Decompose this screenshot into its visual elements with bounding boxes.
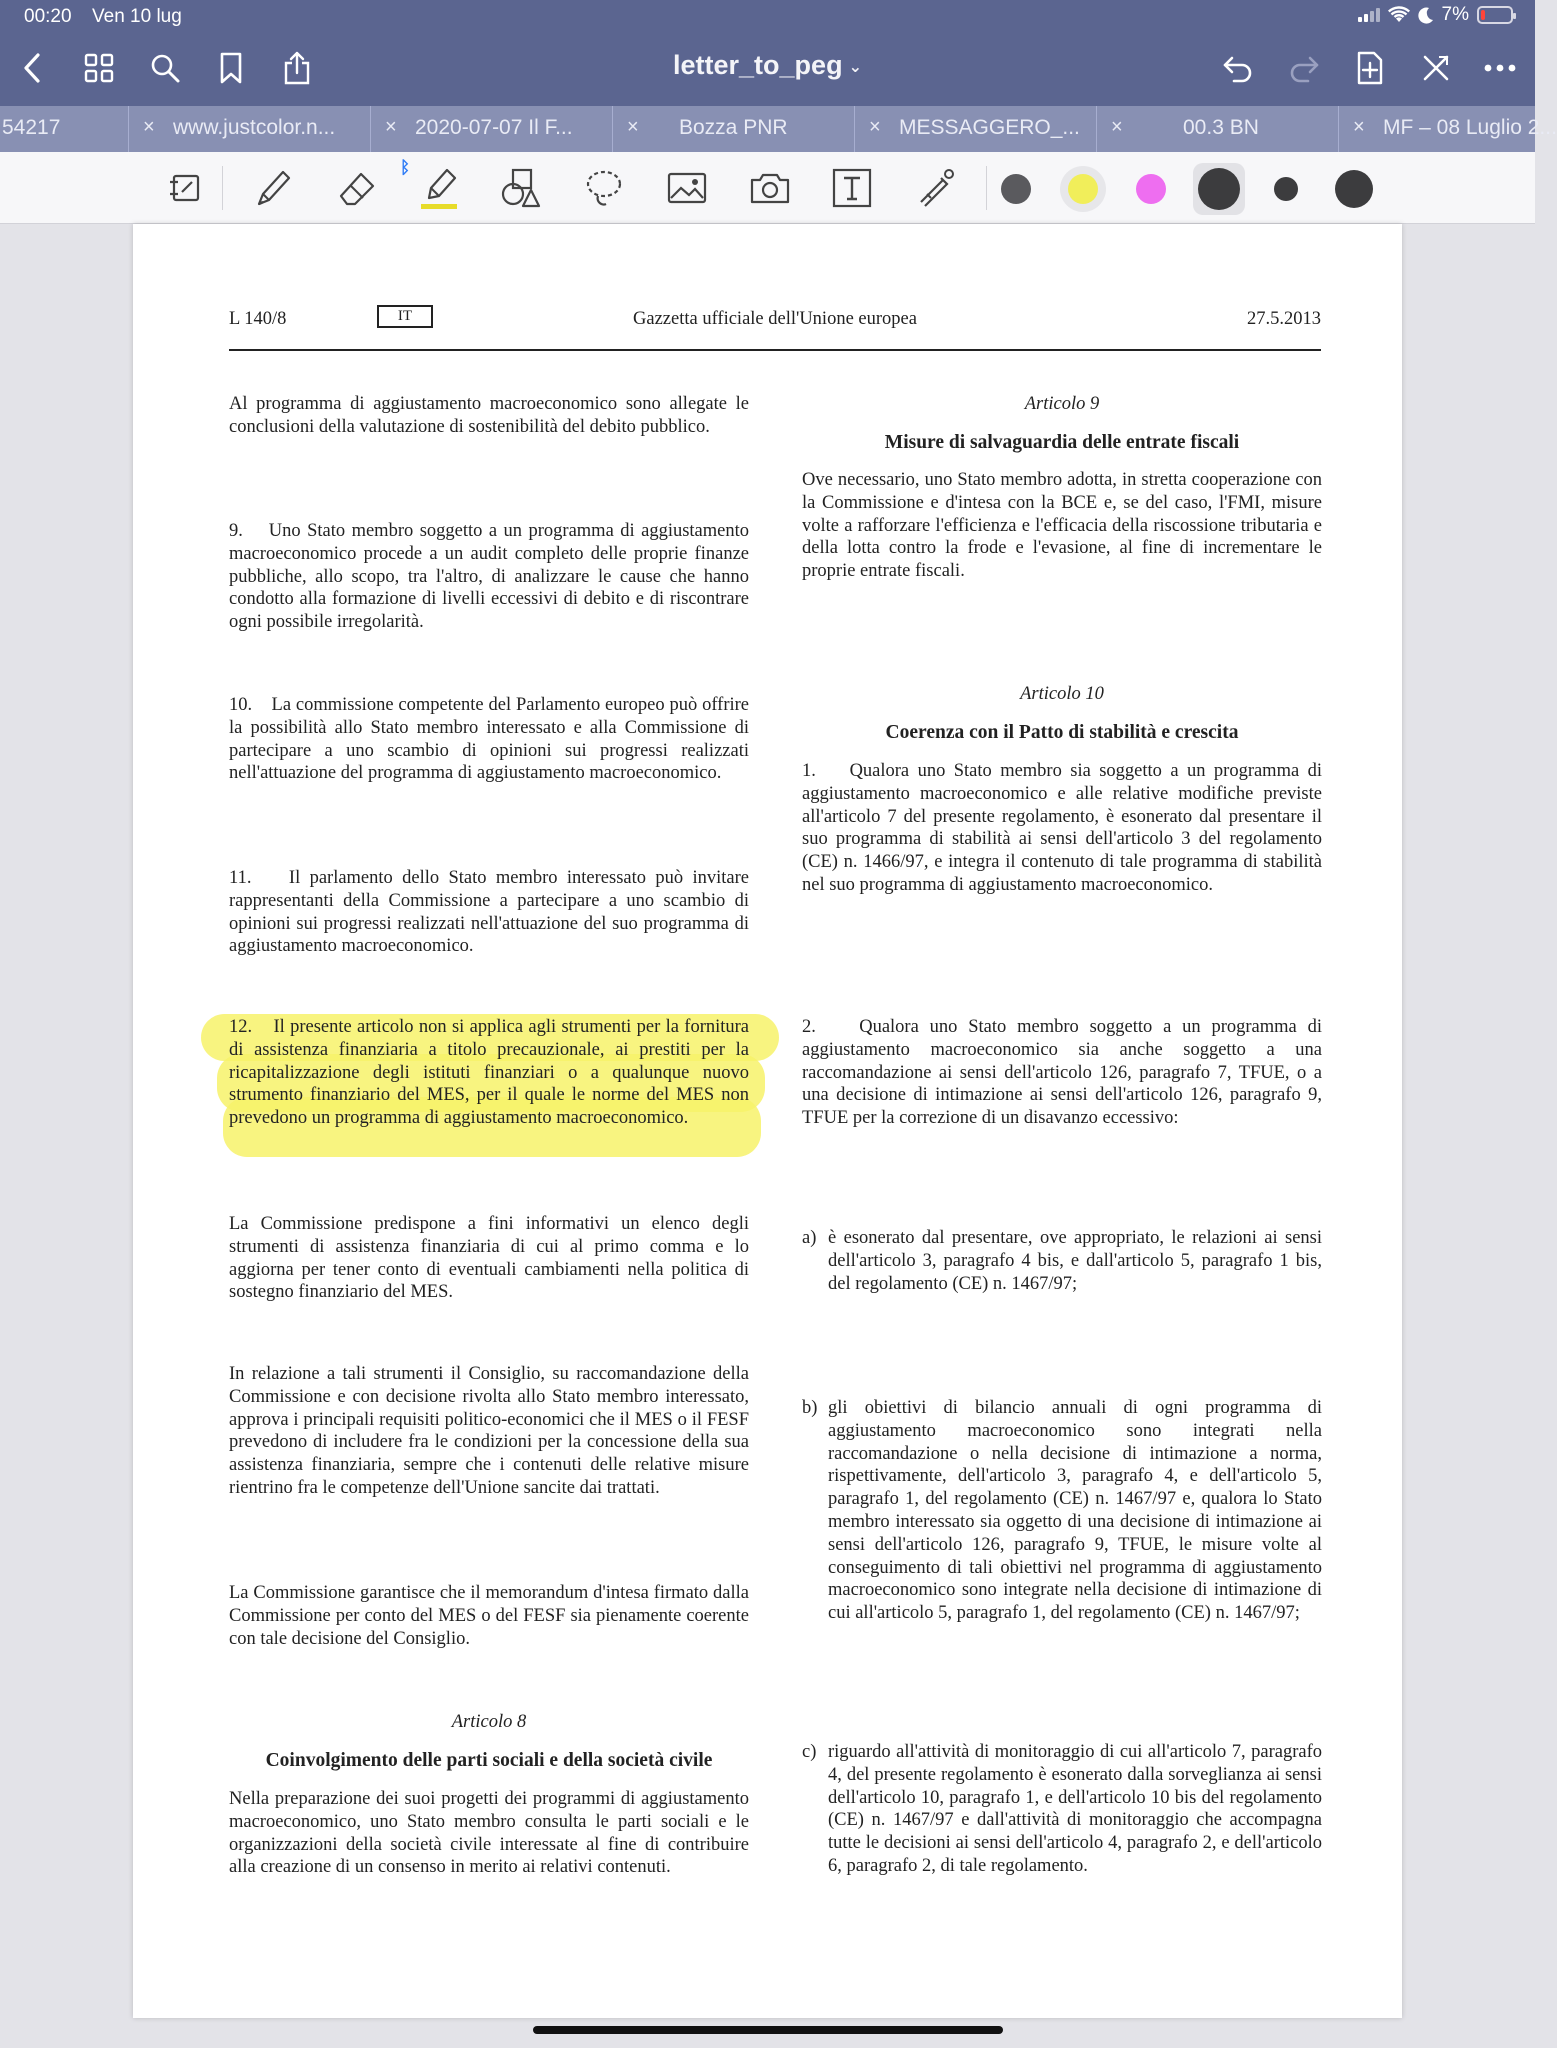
battery-percent: 7% bbox=[1441, 4, 1469, 25]
shapes-tool[interactable] bbox=[497, 164, 545, 212]
camera-icon bbox=[748, 168, 792, 208]
home-indicator[interactable] bbox=[533, 2026, 1003, 2034]
article-9-title: Misure di salvaguardia delle entrate fiscali bbox=[884, 432, 1240, 453]
add-page-button[interactable] bbox=[1348, 46, 1392, 90]
text-tool[interactable] bbox=[828, 164, 876, 212]
close-icon[interactable]: × bbox=[143, 116, 155, 138]
close-edit-icon bbox=[1421, 53, 1451, 83]
journal-name: Gazzetta ufficiale dell'Unione europea bbox=[633, 309, 917, 329]
paragraph-10: 10. La commissione competente del Parlamento europeo può offrire la possibilità allo Stato membro interessato e alla Commissione di partecipare a uno scambio di opinioni sui progressi realizzati nell'attuazione del programma di aggiustamento macroeconomico. bbox=[229, 695, 749, 784]
close-icon[interactable]: × bbox=[869, 116, 881, 138]
article-10-title: Coerenza con il Patto di stabilità e crescita bbox=[885, 722, 1239, 743]
status-date: Ven 10 lug bbox=[92, 6, 182, 27]
color-swatch-yellow-selected[interactable] bbox=[1060, 166, 1106, 212]
paragraph-14: In relazione a tali strumenti il Consiglio, su raccomandazione della Commissione e con decisione rivolta allo Stato membro interessato, approva i principali requisiti politico-economici che il MES o il FESF prevedono di includere fra le condizioni per la concessione della sua assistenza finanziaria, sempre che i contenuti delle relative misure rientrino fra le competenze dell'Unione sancite dai trattati. bbox=[229, 1364, 749, 1498]
lasso-tool[interactable] bbox=[580, 164, 628, 212]
journal-date: 27.5.2013 bbox=[1247, 309, 1321, 329]
tab-item[interactable]: × MESSAGGERO_... bbox=[855, 106, 1097, 152]
stroke-size-large bbox=[1198, 168, 1240, 210]
article-9-text: Ove necessario, uno Stato membro adotta, in stretta cooperazione con la Commissione e d'intesa con la BCE e, se del caso, l'FMI, misure volte a rafforzare l'efficienza e l'efficacia della riscossione tributaria e della lotta contro la frode e l'evasione, al fine di incrementare le proprie entrate fiscali. bbox=[802, 470, 1322, 582]
paragraph-13: La Commissione predispone a fini informativi un elenco degli strumenti di assistenza finanziaria di cui al primo comma e lo aggiorna per tener conto di eventuali cambiamenti nella politica di sostegno finanziario del MES. bbox=[229, 1214, 749, 1303]
pen-tool[interactable] bbox=[249, 164, 297, 212]
article-8-number: Articolo 8 bbox=[451, 1712, 527, 1732]
camera-tool[interactable] bbox=[746, 164, 794, 212]
paragraph-12-highlighted: 12. Il presente articolo non si applica agli strumenti per la fornitura di assistenza finanziaria a titolo precauzionale, ai prestiti per la ricapitalizzazione degli istituti finanziari o a qualunque nuovo strumento finanziario del MES, per il quale le norme del MES non prevedono un programma di aggiustamento macroeconomico. bbox=[229, 1017, 750, 1129]
color-swatch-pink[interactable] bbox=[1136, 174, 1166, 204]
tab-item[interactable]: × 00.3 BN bbox=[1097, 106, 1339, 152]
article-8-text: Nella preparazione dei suoi progetti dei programmi di aggiustamento macroeconomico, uno Stato membro consulta le parti sociali e le organizzazioni della società civile interessate al fine di contribuire alla creazione di un consenso in merito ai relativi contenuti. bbox=[229, 1789, 749, 1878]
read-mode-icon bbox=[168, 172, 204, 204]
paragraph-15: La Commissione garantisce che il memorandum d'intesa firmato dalla Commissione per conto del MES o del FESF sia pienamente coerente con tale decisione del Consiglio. bbox=[229, 1583, 749, 1649]
stroke-size-large-selected[interactable] bbox=[1193, 163, 1245, 215]
close-icon[interactable]: × bbox=[385, 116, 397, 138]
annotation-toolbar bbox=[0, 152, 1535, 224]
add-page-icon bbox=[1356, 51, 1384, 85]
document-page[interactable] bbox=[133, 224, 1402, 2018]
eraser-tool[interactable] bbox=[333, 164, 381, 212]
tab-item[interactable]: × www.justcolor.n... bbox=[129, 106, 371, 152]
bluetooth-icon: ᛒ bbox=[400, 158, 411, 177]
close-icon[interactable]: × bbox=[1111, 116, 1123, 138]
document-title[interactable]: letter_to_peg ⌄ bbox=[673, 50, 862, 80]
paragraph-intro: Al programma di aggiustamento macroeconomico sono allegate le conclusioni della valutazione di sostenibilità del debito pubblico. bbox=[229, 394, 749, 437]
highlighter-icon bbox=[417, 164, 461, 212]
color-swatch-yellow bbox=[1068, 174, 1098, 204]
eraser-icon bbox=[335, 166, 379, 210]
shapes-icon bbox=[499, 166, 543, 210]
journal-number: L 140/8 bbox=[229, 309, 287, 329]
cellular-signal-icon bbox=[1358, 8, 1380, 22]
text-icon bbox=[830, 166, 874, 210]
stroke-size-medium[interactable] bbox=[1335, 170, 1373, 208]
more-button[interactable] bbox=[1478, 46, 1522, 90]
tab-item[interactable]: × 2020-07-07 Il F... bbox=[371, 106, 613, 152]
article-10-paragraph-1: 1. Qualora uno Stato membro sia soggetto a un programma di aggiustamento macroeconomico e alle relative modifiche previste all'articolo 7 del presente regolamento, è esonerato dal presentare il suo programma di stabilità ai sensi dell'articolo 3 del regolamento (CE) n. 1466/97, e integra il contenuto di tale programma di stabilità nel suo programma di aggiustamento macroeconomico. bbox=[802, 761, 1322, 895]
language-box: IT bbox=[377, 305, 433, 328]
read-mode-button[interactable] bbox=[162, 164, 210, 212]
pen-icon bbox=[251, 166, 295, 210]
paragraph-11: 11. Il parlamento dello Stato membro interessato può invitare rappresentanti della Commissione a partecipare a uno scambio di opinioni sui progressi realizzati nell'attuazione del suo programma di aggiustamento macroeconomico. bbox=[229, 868, 749, 957]
top-bar bbox=[0, 0, 1535, 106]
more-icon bbox=[1483, 63, 1517, 73]
undo-button[interactable] bbox=[1216, 46, 1260, 90]
image-tool[interactable] bbox=[663, 164, 711, 212]
moon-icon bbox=[1418, 6, 1434, 24]
journal-header bbox=[229, 309, 1321, 339]
close-icon[interactable]: × bbox=[1353, 116, 1365, 138]
image-icon bbox=[665, 168, 709, 208]
lasso-icon bbox=[582, 166, 626, 210]
status-icons bbox=[1358, 4, 1513, 26]
redo-button[interactable] bbox=[1282, 46, 1326, 90]
wifi-icon bbox=[1388, 6, 1410, 24]
article-9-number: Articolo 9 bbox=[1024, 394, 1100, 414]
article-8-title: Coinvolgimento delle parti sociali e della società civile bbox=[265, 1750, 713, 1771]
close-icon[interactable]: × bbox=[627, 116, 639, 138]
battery-icon bbox=[1477, 6, 1513, 24]
laser-pointer-tool[interactable] bbox=[911, 164, 959, 212]
tab-item[interactable]: 54217 bbox=[0, 106, 129, 152]
paragraph-9: 9. Uno Stato membro soggetto a un programma di aggiustamento macroeconomico procede a un audit completo delle proprie finanze pubbliche, allo scopo, tra l'altro, di analizzare le cause che hanno condotto alla formazione di livelli eccessivi di debito e di riscontrare ogni possibile irregolarità. bbox=[229, 521, 749, 633]
close-editor-button[interactable] bbox=[1414, 46, 1458, 90]
redo-icon bbox=[1288, 54, 1320, 82]
status-time: 00:20 bbox=[24, 6, 72, 27]
article-10-paragraph-2: 2. Qualora uno Stato membro soggetto a un programma di aggiustamento macroeconomico sia anche soggetto a una raccomandazione ai sensi dell'articolo 126, paragrafo 7, TFUE, o a una decisione di intimazione ai sensi dell'articolo 126, paragrafo 9, TFUE per la correzione di un disavanzo eccessivo: bbox=[802, 1017, 1322, 1129]
highlighter-tool[interactable] bbox=[415, 164, 463, 212]
chevron-down-icon: ⌄ bbox=[848, 58, 862, 76]
article-10-number: Articolo 10 bbox=[1020, 684, 1104, 704]
color-swatch-dark[interactable] bbox=[1001, 174, 1031, 204]
point-b: b) gli obiettivi di bilancio annuali di ogni programma di aggiustamento macroeconomico sono integrati nella raccomandazione o nella decisione di intimazione a norma, rispettivamente, dell'articolo 3, paragrafo 4, e dell'articolo 5, paragrafo 1, del regolamento (CE) n. 1467/97 e, qualora lo Stato membro interessato sia oggetto di una decisione di intimazione ai sensi dell'articolo 126, paragrafo 9, TFUE, le misure volte al conseguimento di tali obiettivi nel programma di aggiustamento macroeconomico sono integrate nella decisione di intimazione di cui all'articolo 5, paragrafo 1, del regolamento (CE) n. 1467/97; bbox=[802, 1398, 1322, 1624]
undo-icon bbox=[1222, 54, 1254, 82]
header-rule bbox=[229, 349, 1321, 351]
tab-item[interactable]: × MF – 08 Luglio 2... bbox=[1353, 116, 1557, 139]
laser-pointer-icon bbox=[913, 166, 957, 210]
stroke-size-small[interactable] bbox=[1274, 177, 1298, 201]
point-c: c) riguardo all'attività di monitoraggio di cui all'articolo 7, paragrafo 4, del presente regolamento è esonerato dalla sorveglianza ai sensi dell'articolo 10, paragrafo 1, e dell'articolo 10 bis del regolamento (CE) n. 1467/97 e dall'attività di monitoraggio che accompagna tutte le decisioni ai sensi dell'articolo 4, paragrafo 2, e dell'articolo 6, paragrafo 2, di tale regolamento. bbox=[802, 1742, 1322, 1876]
point-a: a) è esonerato dal presentare, ove appropriato, le relazioni ai sensi dell'articolo 3, paragrafo 4 bis, e dall'articolo 5, paragrafo 1 bis, del regolamento (CE) n. 1467/97; bbox=[802, 1228, 1322, 1294]
tab-item[interactable]: × Bozza PNR bbox=[613, 106, 855, 152]
document-tabs bbox=[0, 106, 1557, 152]
